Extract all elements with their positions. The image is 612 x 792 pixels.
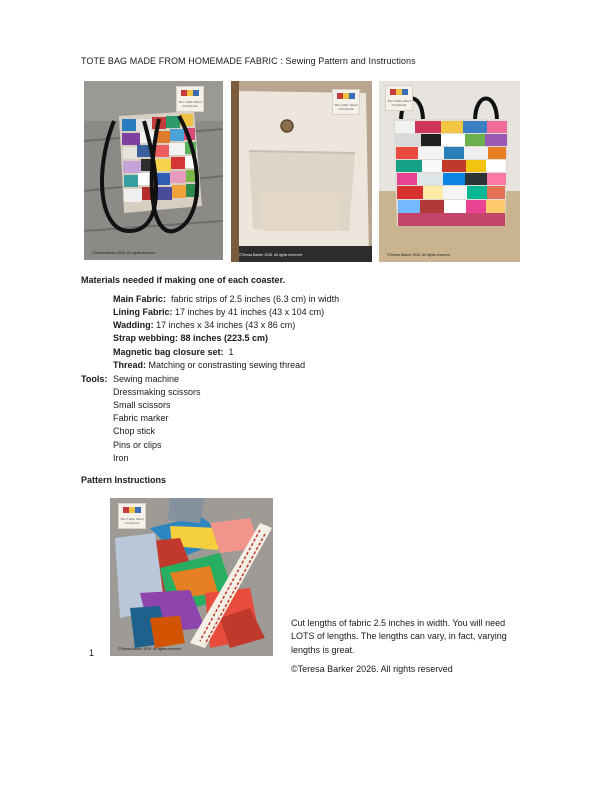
material-item [113, 360, 305, 370]
photo-copyright: ©Teresa Barker 2026. All rights reserved [118, 647, 181, 651]
material-label: Lining Fabric: [113, 307, 173, 317]
pattern-heading: Pattern Instructions [81, 475, 167, 485]
tool-item: Iron [113, 453, 129, 463]
step-number: 1 [89, 648, 95, 658]
materials-heading: Materials needed if making one of each coaster. [81, 275, 286, 285]
material-label: Thread: [113, 360, 147, 370]
material-item [113, 347, 234, 357]
material-value: 17 inches by 41 inches (43 x 104 cm) [172, 307, 325, 317]
tool-item: Pins or clips [113, 440, 162, 450]
watermark-logo: The Little Shed Creations [385, 85, 413, 111]
material-label: Main Fabric: [113, 294, 167, 304]
tool-item: Sewing machine [113, 374, 180, 384]
photo-fabric-strips [110, 498, 273, 656]
material-value: 1 [223, 347, 234, 357]
tool-item: Fabric marker [113, 413, 169, 423]
material-label: Wadding: [113, 320, 154, 330]
photo-tote-front [379, 81, 520, 262]
tools-label: Tools: [81, 374, 108, 384]
step-caption: Cut lengths of fabric 2.5 inches in width. You will need LOTS of lengths. The lengths can vary, in fact, varying lengths is great. [291, 618, 507, 655]
photo-copyright: ©Teresa Barker 2026. All rights reserved [239, 253, 302, 257]
material-item [113, 320, 295, 330]
material-label: Strap webbing: 88 inches (223.5 cm) [113, 333, 269, 343]
watermark-logo: The Little Shed Creations [176, 86, 204, 112]
tool-item: Chop stick [113, 426, 156, 436]
material-value: Matching or constrasting sewing thread [146, 360, 306, 370]
photo-bag-interior [231, 81, 372, 262]
material-label: Magnetic bag closure set: [113, 347, 224, 357]
material-item [113, 294, 339, 304]
photo-copyright: ©Teresa Barker 2026. All rights reserved [387, 253, 450, 257]
watermark-logo: The Little Shed Creations [332, 89, 360, 115]
watermark-logo: The Little Shed Creations [118, 503, 146, 529]
page-title: TOTE BAG MADE FROM HOMEMADE FABRIC : Sewing Pattern and Instructions [81, 56, 416, 66]
material-item [113, 333, 268, 343]
material-item [113, 307, 324, 317]
material-value: 17 inches x 34 inches (43 x 86 cm) [153, 320, 296, 330]
copyright-notice: ©Teresa Barker 2026. All rights reserved [291, 664, 453, 674]
tool-item: Dressmaking scissors [113, 387, 201, 397]
photo-tote-side [84, 81, 223, 260]
tool-item: Small scissors [113, 400, 171, 410]
material-value: fabric strips of 2.5 inches (6.3 cm) in width [166, 294, 340, 304]
photo-copyright: ©Teresa Barker 2026. All rights reserved [92, 251, 155, 255]
